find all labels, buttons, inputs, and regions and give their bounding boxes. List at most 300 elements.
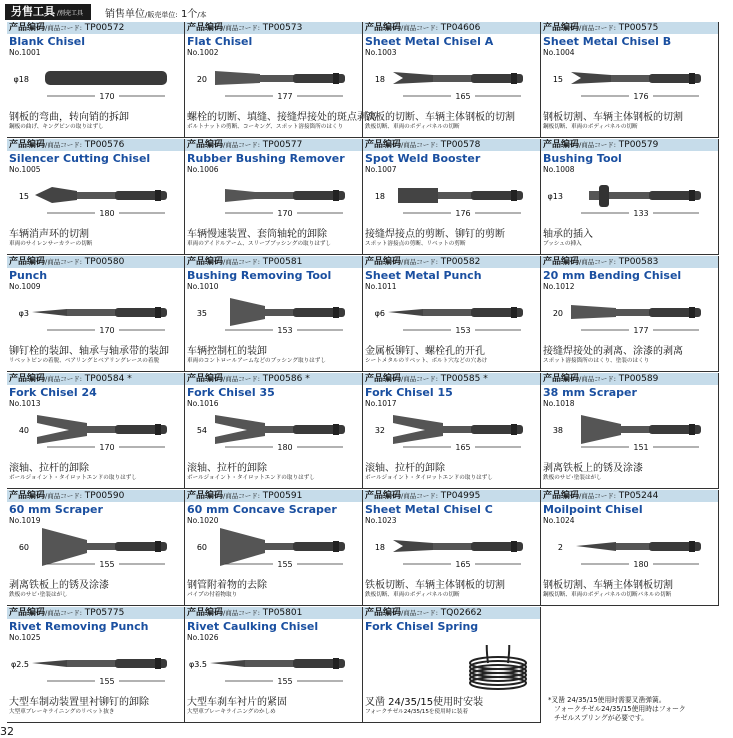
tool-illustration bbox=[45, 71, 167, 85]
code-label-jp: /商品コード: bbox=[223, 24, 260, 32]
product-name: Fork Chisel 24 bbox=[9, 386, 97, 399]
product-code: TP05775 bbox=[84, 608, 125, 618]
product-cell bbox=[363, 607, 541, 723]
code-label-jp: /商品コード: bbox=[579, 375, 616, 383]
product-name: Spot Weld Booster bbox=[365, 152, 481, 165]
code-label-jp: /商品コード: bbox=[223, 375, 260, 383]
description-jp: パイプの付着物取り bbox=[187, 592, 238, 598]
description-cn: 钢板切割、车辆主体钢板切割 bbox=[543, 580, 673, 591]
product-number: No.1019 bbox=[9, 516, 41, 525]
code-label: 产品编码 bbox=[543, 491, 580, 501]
length-label: 153 bbox=[455, 326, 471, 335]
tool-drawing bbox=[185, 528, 363, 576]
product-code: TP04995 bbox=[440, 491, 481, 501]
length-label: 153 bbox=[277, 326, 293, 335]
description-cn: 轴承的插入 bbox=[543, 229, 593, 240]
product-number: No.1016 bbox=[187, 399, 219, 408]
product-cell bbox=[541, 490, 719, 606]
description-cn: 剥离铁板上的锈及涂漆 bbox=[543, 463, 643, 474]
code-label-jp: /商品コード: bbox=[45, 258, 82, 266]
product-code-row bbox=[185, 490, 362, 502]
dimension-label: 15 bbox=[18, 192, 29, 201]
description-cn: 剥离铁板上的锈及涂漆 bbox=[9, 580, 109, 591]
section-header bbox=[5, 4, 207, 20]
product-code-row bbox=[7, 256, 184, 268]
tool-illustration bbox=[32, 307, 167, 318]
dimension-label: 20 bbox=[196, 75, 207, 84]
sales-unit: 销售单位/販売単位: 1个/本 bbox=[105, 8, 207, 20]
tool-illustration bbox=[470, 645, 526, 689]
tool-illustration bbox=[581, 415, 701, 444]
product-cell bbox=[541, 22, 719, 138]
product-name: Flat Chisel bbox=[187, 35, 253, 48]
product-code-row bbox=[7, 607, 184, 619]
length-label: 165 bbox=[455, 92, 471, 101]
description-cn: 大型车刹车衬片的紧固 bbox=[187, 697, 287, 708]
product-code: TP00582 bbox=[440, 257, 481, 267]
length-label: 151 bbox=[633, 443, 649, 452]
product-name: Bushing Tool bbox=[543, 152, 622, 165]
tool-illustration bbox=[230, 298, 345, 326]
code-label-jp: /商品コード: bbox=[401, 609, 438, 617]
code-label-jp: /商品コード: bbox=[401, 375, 438, 383]
code-label: 产品编码 bbox=[365, 257, 402, 267]
tool-drawing bbox=[7, 294, 185, 342]
product-code-row bbox=[7, 373, 184, 385]
product-number: No.1011 bbox=[365, 282, 397, 291]
product-name: Silencer Cutting Chisel bbox=[9, 152, 151, 165]
code-label: 产品编码 bbox=[365, 140, 402, 150]
product-number: No.1012 bbox=[543, 282, 575, 291]
dimension-label: 32 bbox=[374, 426, 385, 435]
tool-illustration bbox=[571, 305, 701, 319]
product-number: No.1008 bbox=[543, 165, 575, 174]
product-cell bbox=[7, 22, 185, 138]
product-code: TP00590 bbox=[84, 491, 125, 501]
product-name: Fork Chisel 35 bbox=[187, 386, 275, 399]
code-label-jp: /商品コード: bbox=[45, 609, 82, 617]
code-label: 产品编码 bbox=[9, 257, 46, 267]
code-label: 产品编码 bbox=[9, 491, 46, 501]
code-label: 产品编码 bbox=[543, 23, 580, 33]
product-number: No.1023 bbox=[365, 516, 397, 525]
product-code-row bbox=[185, 139, 362, 151]
description-cn: 大型车制动装置里衬铆钉的卸除 bbox=[9, 697, 149, 708]
product-cell bbox=[363, 139, 541, 255]
dimension-label: φ18 bbox=[13, 75, 29, 84]
tool-illustration bbox=[215, 71, 345, 85]
product-name: Sheet Metal Chisel B bbox=[543, 35, 672, 48]
star-mark: * bbox=[124, 374, 132, 384]
code-label: 产品编码 bbox=[187, 257, 224, 267]
tool-drawing bbox=[185, 645, 363, 693]
length-label: 170 bbox=[99, 443, 115, 452]
description-cn: 叉凿 24/35/15使用时安装 bbox=[365, 697, 484, 708]
description-jp: ボールジョイント・タイロットエンドの取りはずし bbox=[187, 475, 315, 481]
code-label: 产品编码 bbox=[365, 608, 402, 618]
code-label-jp: /商品コード: bbox=[579, 258, 616, 266]
product-code: TP00585 bbox=[440, 374, 481, 384]
product-name: Sheet Metal Chisel C bbox=[365, 503, 493, 516]
product-cell bbox=[7, 373, 185, 489]
code-label-jp: /商品コード: bbox=[45, 141, 82, 149]
tool-drawing bbox=[363, 60, 541, 108]
length-label: 177 bbox=[633, 326, 649, 335]
length-label: 155 bbox=[99, 560, 115, 569]
dimension-label: 20 bbox=[552, 309, 563, 318]
product-cell bbox=[185, 256, 363, 372]
dimension-label: 18 bbox=[374, 75, 385, 84]
description-jp: リベットピンの着脱、ベアリングとベアリングレースの着脱 bbox=[9, 358, 160, 364]
product-name: Punch bbox=[9, 269, 48, 282]
product-code: TP05801 bbox=[262, 608, 303, 618]
description-jp: ブッシュの挿入 bbox=[543, 241, 582, 247]
code-label-jp: /商品コード: bbox=[45, 24, 82, 32]
product-name: Bushing Removing Tool bbox=[187, 269, 332, 282]
code-label: 产品编码 bbox=[9, 23, 46, 33]
code-label-jp: /商品コード: bbox=[579, 141, 616, 149]
code-label-jp: /商品コード: bbox=[401, 492, 438, 500]
code-label: 产品编码 bbox=[187, 23, 224, 33]
code-label: 产品编码 bbox=[365, 491, 402, 501]
product-code-row bbox=[7, 139, 184, 151]
code-label-jp: /商品コード: bbox=[223, 492, 260, 500]
tool-illustration bbox=[210, 658, 345, 669]
product-code-row bbox=[363, 139, 540, 151]
product-number: No.1010 bbox=[187, 282, 219, 291]
product-number: No.1024 bbox=[543, 516, 575, 525]
dimension-label: 18 bbox=[374, 192, 385, 201]
product-number: No.1026 bbox=[187, 633, 219, 642]
footnote: *叉凿 24/35/15使用时需要叉凿弹簧。 フォークチゼル24/35/15使用時はフォーク チゼルスプリングが必要です。 bbox=[548, 696, 686, 722]
product-code-row bbox=[7, 490, 184, 502]
product-code: TP00589 bbox=[618, 374, 659, 384]
description-cn: 接缝焊接处的剥离、涂漆的剥离 bbox=[543, 346, 683, 357]
product-number: No.1005 bbox=[9, 165, 41, 174]
product-number: No.1003 bbox=[365, 48, 397, 57]
code-label-jp: /商品コード: bbox=[401, 141, 438, 149]
code-label: 产品编码 bbox=[9, 608, 46, 618]
product-code-row bbox=[363, 373, 540, 385]
description-jp: 車両のコントロールアームなどのブッシング取りはずし bbox=[187, 358, 326, 364]
tool-illustration bbox=[393, 72, 523, 84]
code-label: 产品编码 bbox=[543, 374, 580, 384]
tool-illustration bbox=[571, 72, 701, 84]
tool-drawing bbox=[541, 411, 719, 459]
section-tag: 另售工具 /別売工具 bbox=[5, 4, 91, 20]
description-jp: 大型車ブレーキライニングのかしめ bbox=[187, 709, 276, 715]
product-name: 60 mm Scraper bbox=[9, 503, 103, 516]
length-label: 170 bbox=[99, 92, 115, 101]
description-jp: 鉄板のサビ･塗装はがし bbox=[543, 475, 602, 481]
tool-illustration bbox=[32, 658, 167, 669]
description-cn: 车辆消声环的切割 bbox=[9, 229, 89, 240]
length-label: 180 bbox=[633, 560, 649, 569]
code-label: 产品编码 bbox=[365, 374, 402, 384]
description-cn: 滚轴、拉杆的卸除 bbox=[365, 463, 445, 474]
product-name: Fork Chisel 15 bbox=[365, 386, 453, 399]
product-code-row bbox=[541, 256, 718, 268]
description-jp: ボルトナットの剪断、コーキング、スポット溶接箇所のはくり bbox=[187, 124, 344, 130]
product-code-row bbox=[185, 22, 362, 34]
product-code: TP00586 bbox=[262, 374, 303, 384]
length-label: 170 bbox=[277, 209, 293, 218]
product-number: No.1017 bbox=[365, 399, 397, 408]
tool-illustration bbox=[37, 415, 167, 444]
description-cn: 接缝焊接点的剪断、铆钉的剪断 bbox=[365, 229, 505, 240]
product-number: No.1007 bbox=[365, 165, 397, 174]
code-label: 产品编码 bbox=[9, 140, 46, 150]
tool-illustration bbox=[215, 415, 345, 444]
product-code-row bbox=[363, 490, 540, 502]
product-code: TP00580 bbox=[84, 257, 125, 267]
dimension-label: φ3 bbox=[18, 309, 29, 318]
tool-drawing bbox=[363, 528, 541, 576]
tool-drawing bbox=[363, 645, 541, 693]
description-cn: 滚轴、拉杆的卸除 bbox=[9, 463, 89, 474]
product-cell bbox=[363, 373, 541, 489]
description-jp: スポット溶接点の剪断、リベットの剪断 bbox=[365, 241, 466, 247]
dimension-label: 15 bbox=[552, 75, 563, 84]
tool-drawing bbox=[541, 294, 719, 342]
code-label: 产品编码 bbox=[187, 374, 224, 384]
code-label-jp: /商品コード: bbox=[223, 609, 260, 617]
code-label: 产品编码 bbox=[543, 140, 580, 150]
product-number: No.1013 bbox=[9, 399, 41, 408]
product-code-row bbox=[541, 22, 718, 34]
product-cell bbox=[185, 373, 363, 489]
product-name: Fork Chisel Spring bbox=[365, 620, 479, 633]
length-label: 165 bbox=[455, 560, 471, 569]
length-label: 170 bbox=[99, 326, 115, 335]
tool-drawing bbox=[7, 645, 185, 693]
description-cn: 铁板的切断、车辆主体钢板的切割 bbox=[365, 112, 515, 123]
product-code: TP00577 bbox=[262, 140, 303, 150]
tool-illustration bbox=[576, 541, 701, 552]
description-cn: 铆钉栓的装卸、轴承与轴承带的装卸 bbox=[9, 346, 169, 357]
dimension-label: φ13 bbox=[547, 192, 563, 201]
code-label: 产品编码 bbox=[9, 374, 46, 384]
tool-illustration bbox=[393, 540, 523, 552]
product-number: No.1018 bbox=[543, 399, 575, 408]
tool-drawing bbox=[185, 60, 363, 108]
length-label: 180 bbox=[99, 209, 115, 218]
product-name: Blank Chisel bbox=[9, 35, 86, 48]
tool-drawing bbox=[7, 60, 185, 108]
dimension-label: φ3.5 bbox=[189, 660, 207, 669]
tool-illustration bbox=[388, 307, 523, 318]
length-label: 155 bbox=[99, 677, 115, 686]
description-jp: 車両のサイレンサーカラーの切断 bbox=[9, 241, 93, 247]
description-jp: フォークチゼル24/35/15を使用時に装着 bbox=[365, 709, 469, 715]
product-code: TP00578 bbox=[440, 140, 481, 150]
dimension-label: 54 bbox=[196, 426, 207, 435]
product-name: Rubber Bushing Remover bbox=[187, 152, 345, 165]
tool-drawing bbox=[185, 177, 363, 225]
product-cell bbox=[185, 490, 363, 606]
product-code: TP05244 bbox=[618, 491, 659, 501]
dimension-label: 40 bbox=[18, 426, 29, 435]
dimension-label: φ2.5 bbox=[11, 660, 29, 669]
product-number: No.1001 bbox=[9, 48, 41, 57]
product-cell bbox=[7, 490, 185, 606]
description-cn: 钢板的弯曲，转向销的拆卸 bbox=[9, 112, 129, 123]
length-label: 165 bbox=[455, 443, 471, 452]
product-cell bbox=[541, 256, 719, 372]
description-cn: 金属板铆钉、螺栓孔的开孔 bbox=[365, 346, 485, 357]
code-label: 产品编码 bbox=[543, 257, 580, 267]
description-jp: シートメタルのリベット、ボルト穴などの穴あけ bbox=[365, 358, 488, 364]
tool-drawing bbox=[541, 528, 719, 576]
code-label-jp: /商品コード: bbox=[401, 24, 438, 32]
product-code: TP00575 bbox=[618, 23, 659, 33]
description-jp: 鋼板切断、車両のボディパネルの切断 bbox=[543, 124, 638, 130]
page-number: 32 bbox=[0, 725, 14, 738]
product-number: No.1002 bbox=[187, 48, 219, 57]
product-code: TP00579 bbox=[618, 140, 659, 150]
dimension-label: 38 bbox=[552, 426, 563, 435]
product-code: TQ02662 bbox=[440, 608, 482, 618]
product-cell bbox=[363, 256, 541, 372]
product-code-row bbox=[541, 373, 718, 385]
product-name: Sheet Metal Punch bbox=[365, 269, 482, 282]
description-cn: 铁板切断、车辆主体钢板的切割 bbox=[365, 580, 505, 591]
description-jp: ボールジョイント・タイロットエンドの取りはずし bbox=[9, 475, 137, 481]
product-number: No.1006 bbox=[187, 165, 219, 174]
code-label: 产品编码 bbox=[187, 140, 224, 150]
product-code-row bbox=[363, 22, 540, 34]
length-label: 155 bbox=[277, 677, 293, 686]
product-cell bbox=[7, 139, 185, 255]
length-label: 176 bbox=[633, 92, 649, 101]
product-code-row bbox=[541, 490, 718, 502]
description-cn: 螺栓的切断、填缝、接缝焊接处的斑点剥离 bbox=[187, 112, 377, 123]
product-code: TP00576 bbox=[84, 140, 125, 150]
tool-drawing bbox=[185, 294, 363, 342]
product-number: No.1004 bbox=[543, 48, 575, 57]
tool-drawing bbox=[541, 177, 719, 225]
tool-illustration bbox=[225, 189, 345, 202]
description-jp: 鉄板のサビ･塗装はがし bbox=[9, 592, 68, 598]
product-code-row bbox=[185, 373, 362, 385]
product-code-row bbox=[541, 139, 718, 151]
product-cell bbox=[7, 607, 185, 723]
dimension-label: 60 bbox=[18, 543, 29, 552]
product-cell bbox=[363, 22, 541, 138]
code-label-jp: /商品コード: bbox=[579, 492, 616, 500]
tool-drawing bbox=[541, 60, 719, 108]
product-cell bbox=[185, 22, 377, 138]
product-cell bbox=[185, 607, 363, 723]
product-code-row bbox=[7, 22, 184, 34]
product-code-row bbox=[363, 607, 540, 619]
product-cell bbox=[541, 139, 719, 255]
tool-drawing bbox=[363, 294, 541, 342]
product-name: 38 mm Scraper bbox=[543, 386, 637, 399]
product-code: TP00583 bbox=[618, 257, 659, 267]
product-code-row bbox=[185, 256, 362, 268]
description-cn: 钢板切割、车辆主体钢板的切割 bbox=[543, 112, 683, 123]
description-jp: 鋼板切断、車両のボディパネルの切断パネルの切断 bbox=[543, 592, 672, 598]
dimension-label: 18 bbox=[374, 543, 385, 552]
product-number: No.1009 bbox=[9, 282, 41, 291]
product-code: TP00591 bbox=[262, 491, 303, 501]
dimension-label: 2 bbox=[557, 543, 563, 552]
length-label: 180 bbox=[277, 443, 293, 452]
tool-drawing bbox=[7, 177, 185, 225]
code-label: 产品编码 bbox=[365, 23, 402, 33]
product-name: Rivet Removing Punch bbox=[9, 620, 149, 633]
product-name: 20 mm Bending Chisel bbox=[543, 269, 682, 282]
product-name: Sheet Metal Chisel A bbox=[365, 35, 494, 48]
product-cell bbox=[7, 256, 185, 372]
code-label-jp: /商品コード: bbox=[223, 258, 260, 266]
code-label-jp: /商品コード: bbox=[579, 24, 616, 32]
description-jp: 鉄板切断、車両のボディパネルの切断 bbox=[365, 124, 460, 130]
star-mark: * bbox=[302, 374, 310, 384]
product-cell bbox=[541, 373, 719, 489]
product-name: Rivet Caulking Chisel bbox=[187, 620, 319, 633]
product-code: TP00584 bbox=[84, 374, 125, 384]
product-code: TP00572 bbox=[84, 23, 125, 33]
description-jp: 鋼板の曲げ、キングピンの取りはずし bbox=[9, 124, 104, 130]
product-code-row bbox=[185, 607, 362, 619]
code-label-jp: /商品コード: bbox=[45, 492, 82, 500]
dimension-label: 60 bbox=[196, 543, 207, 552]
product-cell bbox=[363, 490, 541, 606]
product-name: Moilpoint Chisel bbox=[543, 503, 643, 516]
product-name: 60 mm Concave Scraper bbox=[187, 503, 337, 516]
code-label: 产品编码 bbox=[187, 491, 224, 501]
length-label: 177 bbox=[277, 92, 293, 101]
description-jp: ボールジョイント・タイロットエンドの取りはずし bbox=[365, 475, 493, 481]
tool-illustration bbox=[35, 187, 167, 203]
code-label-jp: /商品コード: bbox=[401, 258, 438, 266]
product-number: No.1020 bbox=[187, 516, 219, 525]
dimension-label: 35 bbox=[196, 309, 207, 318]
tool-drawing bbox=[7, 411, 185, 459]
description-jp: スポット溶接箇所のはくり、塗装のはくり bbox=[543, 358, 650, 364]
star-mark: * bbox=[480, 374, 488, 384]
product-code-row bbox=[363, 256, 540, 268]
dimension-label: φ6 bbox=[374, 309, 385, 318]
product-code: TP04606 bbox=[440, 23, 481, 33]
description-cn: 车辆控制杠的装卸 bbox=[187, 346, 267, 357]
tool-drawing bbox=[363, 411, 541, 459]
description-jp: 大型車ブレーキライニングのリベット抜き bbox=[9, 709, 115, 715]
product-code: TP00573 bbox=[262, 23, 303, 33]
tool-illustration bbox=[589, 185, 701, 207]
code-label: 产品编码 bbox=[187, 608, 224, 618]
tool-drawing bbox=[185, 411, 363, 459]
tool-drawing bbox=[363, 177, 541, 225]
length-label: 133 bbox=[633, 209, 649, 218]
description-jp: 車両のアイドルアーム、スリーブブッシングの取りはずし bbox=[187, 241, 332, 247]
length-label: 176 bbox=[455, 209, 471, 218]
product-code: TP00581 bbox=[262, 257, 303, 267]
tool-illustration bbox=[398, 188, 523, 203]
tool-illustration bbox=[393, 415, 523, 444]
product-number: No.1025 bbox=[9, 633, 41, 642]
length-label: 155 bbox=[277, 560, 293, 569]
description-cn: 钢管附着物的去除 bbox=[187, 580, 267, 591]
tool-drawing bbox=[7, 528, 185, 576]
code-label-jp: /商品コード: bbox=[223, 141, 260, 149]
description-cn: 滚轴、拉杆的卸除 bbox=[187, 463, 267, 474]
code-label-jp: /商品コード: bbox=[45, 375, 82, 383]
description-jp: 鉄板切断、車両のボディパネルの切断 bbox=[365, 592, 460, 598]
product-cell bbox=[185, 139, 363, 255]
